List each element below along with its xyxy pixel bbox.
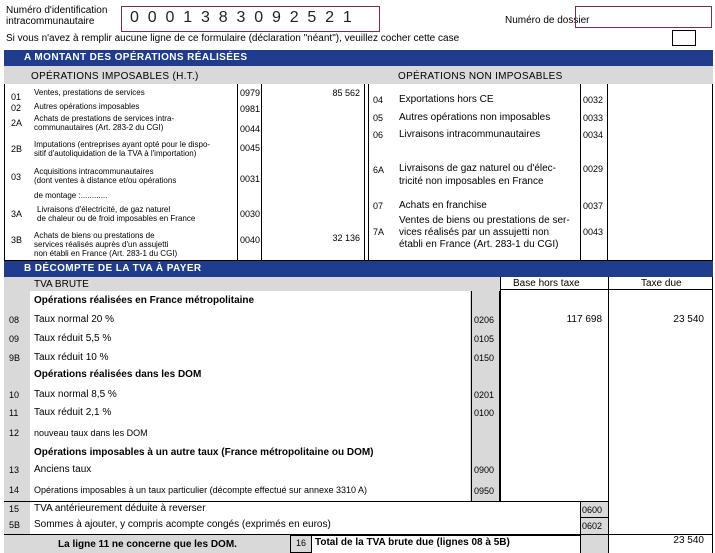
box-code: 0043	[583, 227, 604, 237]
neant-instruction: Si vous n'avez à remplir aucune ligne de ce formulaire (déclaration "néant"), veuillez cocher cette case	[6, 33, 460, 44]
rate-label: Taux réduit 5,5 %	[34, 333, 112, 344]
line-number: 13	[9, 465, 20, 475]
operation-label: Livraisons intracommunautaires	[399, 129, 541, 140]
base-value[interactable]: 117 698	[566, 314, 602, 325]
operation-label: Imputations (entreprises ayant opté pour le dispo- sitif d'autoliquidation de la TVA à l'importation)	[34, 140, 211, 158]
box-code: 0206	[474, 315, 495, 325]
tax-value[interactable]: 23 540	[673, 314, 704, 325]
rate-label: Sommes à ajouter, y compris acompte congés (exprimés en euros)	[34, 519, 331, 530]
taxe-due-header: Taxe due	[641, 278, 682, 289]
box-code: 0031	[240, 174, 261, 184]
line-number: 09	[9, 334, 20, 344]
line-number: 02	[11, 103, 22, 113]
rate-label: Anciens taux	[34, 464, 92, 475]
dossier-number-field[interactable]	[575, 6, 712, 28]
operation-label: Livraisons de gaz naturel ou d'élec- tricité non imposables en France	[399, 163, 557, 187]
box-code: 0034	[583, 130, 604, 140]
box-code: 0900	[474, 465, 495, 475]
rate-label: Taux normal 8,5 %	[34, 389, 117, 400]
total-label: Total de la TVA brute due (lignes 08 à 5B)	[315, 537, 510, 548]
operation-label: Ventes de biens ou prestations de ser- vices réalisés par un assujetti non établi en France (Art. 283-1 du CGI)	[399, 215, 570, 250]
box-code: 0979	[240, 88, 261, 98]
line-number: 12	[9, 428, 20, 438]
line-number: 11	[9, 408, 19, 418]
line-number: 14	[9, 485, 20, 495]
box-code: 0981	[240, 104, 261, 114]
line-number: 03	[11, 172, 22, 182]
grid-line	[608, 277, 609, 553]
grid-line	[607, 84, 608, 260]
grid-line	[364, 84, 365, 260]
grid-line	[368, 84, 369, 260]
line-number: 08	[9, 315, 20, 325]
line-number: 3A	[11, 209, 23, 219]
grid-line	[261, 84, 262, 260]
id-label: Numéro d'identification intracommunautaire	[6, 5, 108, 27]
box-code: 0044	[240, 124, 261, 134]
line-number: 01	[11, 92, 22, 102]
operation-label: Acquisitions intracommunautaires (dont ventes à distance et/ou opérations de montage :............	[34, 167, 177, 200]
grid-line	[712, 84, 713, 260]
box-code: 0602	[582, 521, 603, 531]
operation-label: Achats de biens ou prestations de services réalisés auprès d'un assujetti non établi en France (Art. 283-1 du CGI)	[34, 231, 178, 258]
operation-label: Achats de prestations de services intra- communautaires (Art. 283-2 du CGI)	[34, 114, 175, 132]
line-number: 7A	[373, 227, 385, 237]
line-number: 16	[296, 538, 307, 548]
rate-label: Taux normal 20 %	[34, 314, 115, 325]
non-taxable-operations-header: OPÉRATIONS NON IMPOSABLES	[398, 71, 563, 82]
line-number: 15	[9, 504, 20, 514]
grid-line	[500, 289, 713, 290]
line-number: 2A	[11, 118, 23, 128]
grid-line	[580, 517, 608, 518]
box-code: 0032	[583, 95, 604, 105]
operation-label: Achats en franchise	[399, 200, 487, 211]
box-code: 0040	[240, 235, 261, 245]
total-code-box	[580, 535, 608, 553]
base-ht-header: Base hors taxe	[513, 278, 580, 289]
box-code: 0201	[474, 390, 495, 400]
line-number: 6A	[373, 165, 385, 175]
neant-checkbox[interactable]	[672, 30, 696, 46]
box-code: 0033	[583, 113, 604, 123]
grid-line	[580, 84, 581, 260]
tva-brute-header: TVA BRUTE	[34, 279, 89, 290]
subheading-metropole: Opérations réalisées en France métropolitaine	[34, 295, 255, 306]
rate-label: Taux réduit 2,1 %	[34, 407, 112, 418]
operation-label: Ventes, prestations de services	[34, 88, 145, 97]
line-number: 10	[9, 390, 20, 400]
line-number: 5B	[9, 520, 21, 530]
section-a-header: A MONTANT DES OPÉRATIONS RÉALISÉES	[4, 50, 713, 66]
rate-label: Opérations imposables à un taux particulier (décompte effectué sur annexe 3310 A)	[34, 485, 368, 495]
line-number: 06	[373, 130, 384, 140]
grid-line	[4, 84, 5, 260]
taxable-operations-header: OPÉRATIONS IMPOSABLES (H.T.)	[31, 71, 199, 82]
line-number: 9B	[9, 353, 21, 363]
box-code: 0100	[474, 408, 495, 418]
line-number: 3B	[11, 235, 23, 245]
dossier-label: Numéro de dossier	[505, 15, 590, 26]
box-code: 0150	[474, 353, 495, 363]
line-number: 2B	[11, 144, 23, 154]
subheading-autre-taux: Opérations imposables à un autre taux (France métropolitaine ou DOM)	[34, 447, 374, 458]
rate-label: TVA antérieurement déduite à reverser	[34, 503, 206, 514]
box-code: 0029	[583, 164, 604, 174]
operation-label: Livraisons d'électricité, de gaz naturel de chaleur ou de froid imposables en France	[37, 205, 196, 223]
grid-line	[500, 277, 501, 501]
box-code: 0045	[240, 143, 261, 153]
grid-line	[712, 277, 713, 553]
operation-label: Autres opérations imposables	[34, 102, 140, 111]
subheading-dom: Opérations réalisées dans les DOM	[34, 369, 202, 380]
dom-note: La ligne 11 ne concerne que les DOM.	[58, 539, 237, 550]
box-code: 0600	[582, 505, 603, 515]
amount-value[interactable]: 85 562	[332, 88, 360, 98]
line-number: 07	[373, 201, 384, 211]
line-number: 04	[373, 95, 384, 105]
intracom-id-value: 0 0 0 1 3 8 3 0 9 2 5 2 1	[130, 9, 355, 26]
total-value[interactable]: 23 540	[673, 535, 704, 546]
box-code: 0105	[474, 334, 495, 344]
rate-label: Taux réduit 10 %	[34, 352, 109, 363]
operation-label: Autres opérations non imposables	[399, 112, 551, 123]
box-code: 0950	[474, 486, 495, 496]
box-code: 0037	[583, 201, 604, 211]
line-number: 05	[373, 113, 384, 123]
operation-label: Exportations hors CE	[399, 94, 494, 105]
amount-value[interactable]: 32 136	[332, 233, 360, 243]
rate-label: nouveau taux dans les DOM	[34, 428, 148, 438]
grid-line	[237, 84, 238, 260]
box-code: 0030	[240, 209, 261, 219]
section-b-header: B DÉCOMPTE DE LA TVA À PAYER	[4, 261, 713, 277]
